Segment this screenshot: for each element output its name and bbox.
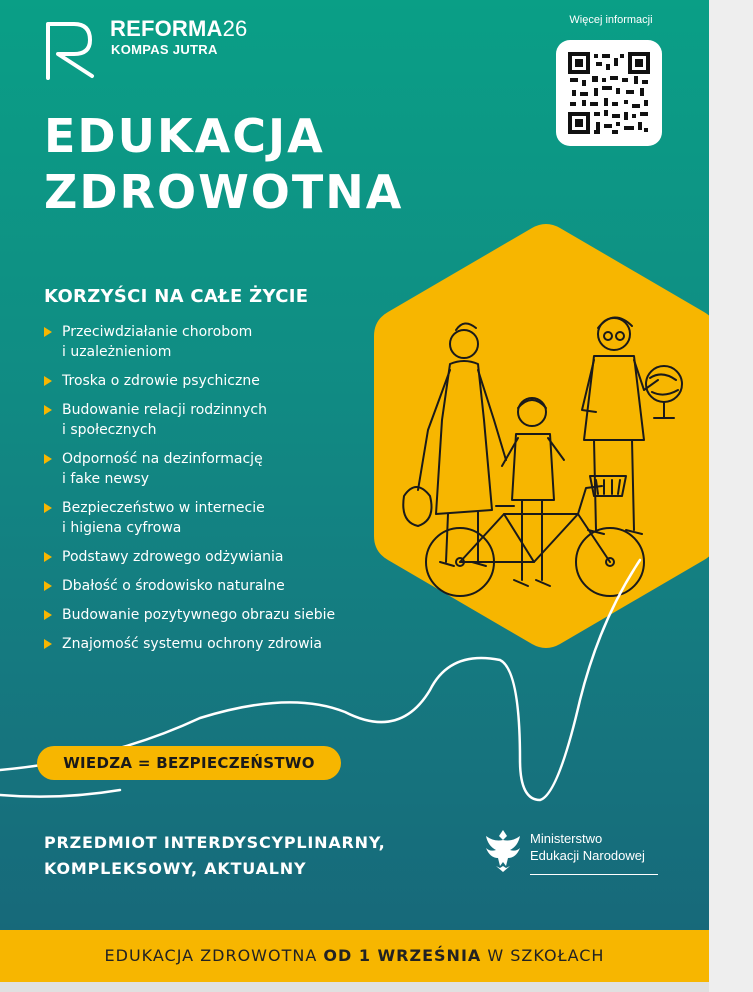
triangle-bullet-icon [44, 376, 52, 386]
qr-code-icon [568, 52, 650, 134]
benefits-list [44, 322, 374, 663]
brand-name: REFORMA26 [110, 16, 248, 41]
triangle-bullet-icon [44, 552, 52, 562]
list-item: Troska o zdrowie psychiczne [44, 371, 374, 391]
slogan-badge: WIEDZA = BEZPIECZEŃSTWO [37, 746, 341, 780]
triangle-bullet-icon [44, 581, 52, 591]
ministry-name: Ministerstwo Edukacji Narodowej [530, 831, 645, 863]
triangle-bullet-icon [44, 327, 52, 337]
side-margin [709, 0, 753, 992]
ministry-underline [530, 874, 658, 875]
bottom-margin [0, 982, 709, 992]
family-illustration [382, 300, 702, 620]
eagle-emblem-icon [482, 826, 524, 874]
list-item: Przeciwdziałanie chorobom i uzależnieniom [44, 322, 374, 362]
brand-subtitle: KOMPAS JUTRA [111, 42, 218, 57]
page-title: EDUKACJA ZDROWOTNA [44, 109, 404, 219]
triangle-bullet-icon [44, 503, 52, 513]
triangle-bullet-icon [44, 405, 52, 415]
list-item: Bezpieczeństwo w internecie i higiena cyfrowa [44, 498, 374, 538]
triangle-bullet-icon [44, 610, 52, 620]
reforma-logo-icon [44, 18, 100, 82]
list-item: Budowanie relacji rodzinnych i społecznych [44, 400, 374, 440]
list-item: Znajomość systemu ochrony zdrowia [44, 634, 374, 654]
subject-description: PRZEDMIOT INTERDYSCYPLINARNY, KOMPLEKSOWY, AKTUALNY [44, 833, 386, 878]
footer-banner: EDUKACJA ZDROWOTNA OD 1 WRZEŚNIA W SZKOŁACH [0, 930, 709, 982]
triangle-bullet-icon [44, 454, 52, 464]
list-item: Budowanie pozytywnego obrazu siebie [44, 605, 374, 625]
benefits-heading: KORZYŚCI NA CAŁE ŻYCIE [44, 286, 309, 307]
list-item: Dbałość o środowisko naturalne [44, 576, 374, 596]
qr-code[interactable] [556, 40, 662, 146]
list-item: Podstawy zdrowego odżywiania [44, 547, 374, 567]
list-item: Odporność na dezinformację i fake newsy [44, 449, 374, 489]
qr-label: Więcej informacji [569, 14, 653, 26]
triangle-bullet-icon [44, 639, 52, 649]
